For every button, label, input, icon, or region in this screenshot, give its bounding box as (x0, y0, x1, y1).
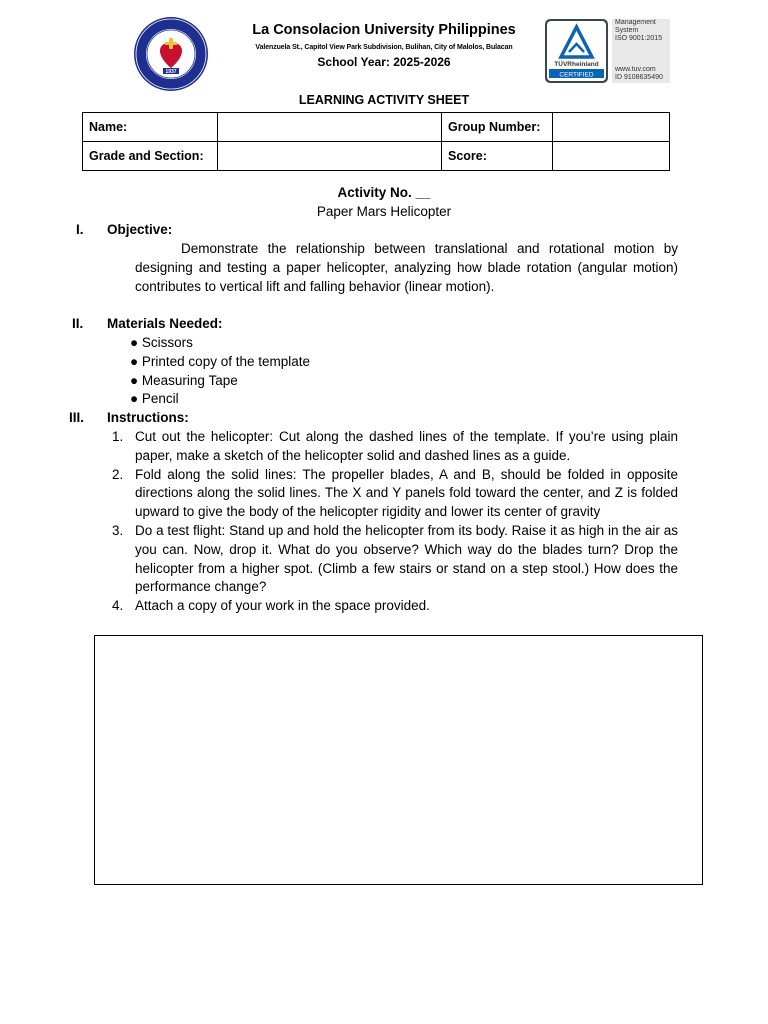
objective-heading: Objective: (107, 222, 173, 237)
list-item: ● Scissors (130, 335, 193, 350)
step-text: Cut out the helicopter: Cut along the dashed lines of the template. If you’re using plain paper, make a sketch of the helicopter solid and dashed lines as a guide. (135, 429, 678, 463)
activity-name: Paper Mars Helicopter (316, 204, 452, 219)
name-field[interactable] (218, 113, 442, 142)
score-label: Score: (442, 142, 553, 171)
list-item: ● Printed copy of the template (130, 353, 311, 369)
step-text: Do a test flight: Stand up and hold the helicopter from its body. Raise it as high in the air as you can. Now, drop it. What do you observe? Which way do the blades turn? Drop the helicopter from a higher spot. (Climb a few stairs or stand on a step stool.) How does the performance change? (135, 522, 678, 595)
step-text: Fold along the solid lines: The propeller blades, A and B, should be folded in opposite directions along the solid lines. The X and Y panels fold toward the center, and Z is folded upward to give the body of the helicopter rigidity and lower its center of gravity (135, 466, 678, 520)
school-name: La Consolacion University Philippines (252, 22, 516, 38)
list-item (112, 597, 678, 616)
grade-section-label: Grade and Section: (83, 142, 218, 171)
objective-numeral: I. (76, 222, 84, 237)
cert-line: ISO 9001:2015 (615, 35, 663, 42)
group-number-field[interactable] (553, 113, 670, 142)
step-number: 1. (112, 429, 124, 444)
activity-number: Activity No. __ (337, 185, 431, 200)
cert-line: Management (615, 19, 656, 26)
list-item (112, 428, 678, 466)
list-item: ● Pencil (130, 391, 179, 407)
instructions-list (112, 428, 678, 616)
materials-numeral: II. (72, 316, 84, 331)
step-text: Attach a copy of your work in the space provided. (135, 598, 430, 614)
tuv-brand: TÜVRheinland (554, 61, 599, 68)
cert-line: System (615, 27, 639, 34)
sheet-title: LEARNING ACTIVITY SHEET (298, 93, 470, 107)
list-item: ● Measuring Tape (130, 372, 238, 388)
tuv-certified-label: CERTIFIED (559, 71, 594, 79)
objective-text: Demonstrate the relationship between translational and rotational motion by designing and testing a paper helicopter, analyzing how blade rotation (angular motion) contributes to vertical lift and falling behavior (linear motion). (135, 241, 678, 294)
seal-year: 1937 (165, 69, 177, 75)
cert-web: www.tuv.com (615, 66, 656, 73)
cert-id: ID 9108635490 (615, 74, 663, 81)
score-field[interactable] (553, 142, 670, 171)
work-attachment-box (94, 635, 703, 885)
materials-heading: Materials Needed: (107, 316, 223, 331)
name-label: Name: (83, 113, 218, 142)
list-item (112, 522, 678, 597)
cert-info (612, 19, 670, 83)
instructions-numeral: III. (69, 410, 85, 425)
materials-list (130, 334, 310, 409)
instructions-heading: Instructions: (107, 410, 189, 425)
group-number-label: Group Number: (442, 113, 553, 142)
university-seal-logo (133, 16, 209, 92)
step-number: 3. (112, 522, 124, 538)
grade-section-field[interactable] (218, 142, 442, 171)
school-year: School Year: 2025-2026 (317, 55, 451, 69)
student-info-table (82, 112, 670, 171)
list-item (112, 466, 678, 522)
step-number: 2. (112, 466, 124, 482)
school-address: Valenzuela St., Capitol View Park Subdivision, Bulihan, City of Malolos, Bulacan (255, 44, 513, 51)
tuv-certification-badge (545, 19, 608, 83)
step-number: 4. (112, 598, 124, 614)
